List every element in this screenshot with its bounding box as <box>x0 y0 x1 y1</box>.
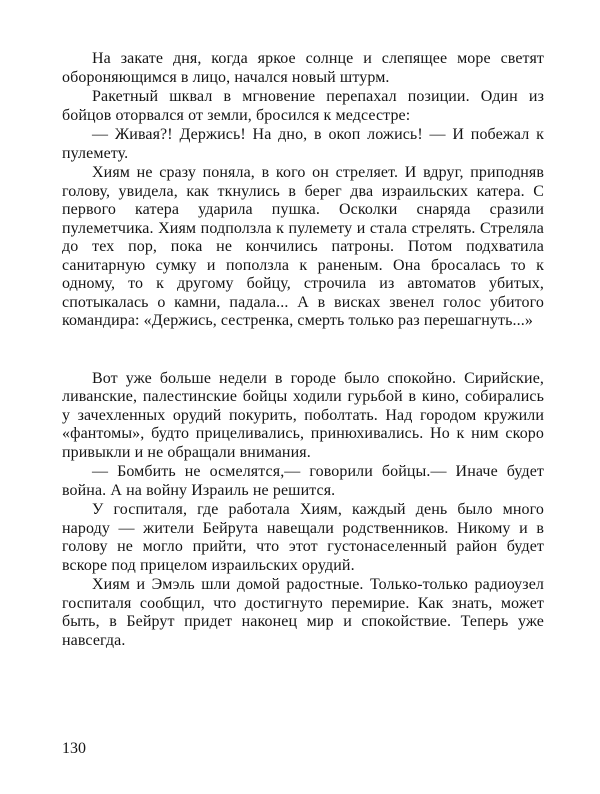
paragraph: Ракетный шквал в мгновение перепахал позиции. Один из бойцов оторвался от земли, бросился к медсестре: <box>62 88 544 124</box>
section-2 <box>62 370 544 651</box>
section-1 <box>62 50 544 331</box>
section-break <box>62 331 544 370</box>
page-number: 130 <box>62 740 86 757</box>
paragraph: Вот уже больше недели в городе было спокойно. Сирийские, ливанские, палестинские бойцы ходили гурьбой в кино, собирались у зачехленных орудий покурить, поболтать. Над городом кружили «фантомы», будто прицеливались, принюхивались. Но к ним скоро привыкли и не обращали внимания. <box>62 369 544 461</box>
paragraph: У госпиталя, где работала Хиям, каждый день было много народу — жители Бейрута навещали родственников. Никому и в голову не могло прийти, что этот густонаселенный район будет вскоре под прицелом израильских орудий. <box>62 501 544 574</box>
paragraph: Хиям не сразу поняла, в кого он стреляет. И вдруг, приподняв голову, увидела, как ткнулись в берег два израильских катера. С первого катера ударила пушка. Осколки снаряда сразили пулеметчика. Хиям подползла к пулемету и стала стрелять. Стреляла до тех пор, пока не кончились патроны. Потом подхватила санитарную сумку и поползла к раненым. Она бросалась то к одному, то к другому бойцу, строчила из автоматов убитых, спотыкалась о камни, падала... А в висках звенел голос убитого командира: «Держись, сестренка, смерть только раз перешагнуть...» <box>62 164 544 329</box>
paragraph: Хиям и Эмэль шли домой радостные. Только-только радиоузел госпиталя сообщил, что достигнуто перемирие. Как знать, может быть, в Бейрут придет наконец мир и спокойствие. Теперь уже навсегда. <box>62 576 544 649</box>
paragraph: На закате дня, когда яркое солнце и слепящее море светят обороняющимся в лицо, начался новый штурм. <box>62 50 544 86</box>
paragraph: — Живая?! Держись! На дно, в окоп ложись! — И побежал к пулемету. <box>62 126 544 162</box>
paragraph: — Бомбить не осмелятся,— говорили бойцы.— Иначе будет война. А на войну Израиль не решится. <box>62 463 544 499</box>
page-body <box>62 50 544 650</box>
